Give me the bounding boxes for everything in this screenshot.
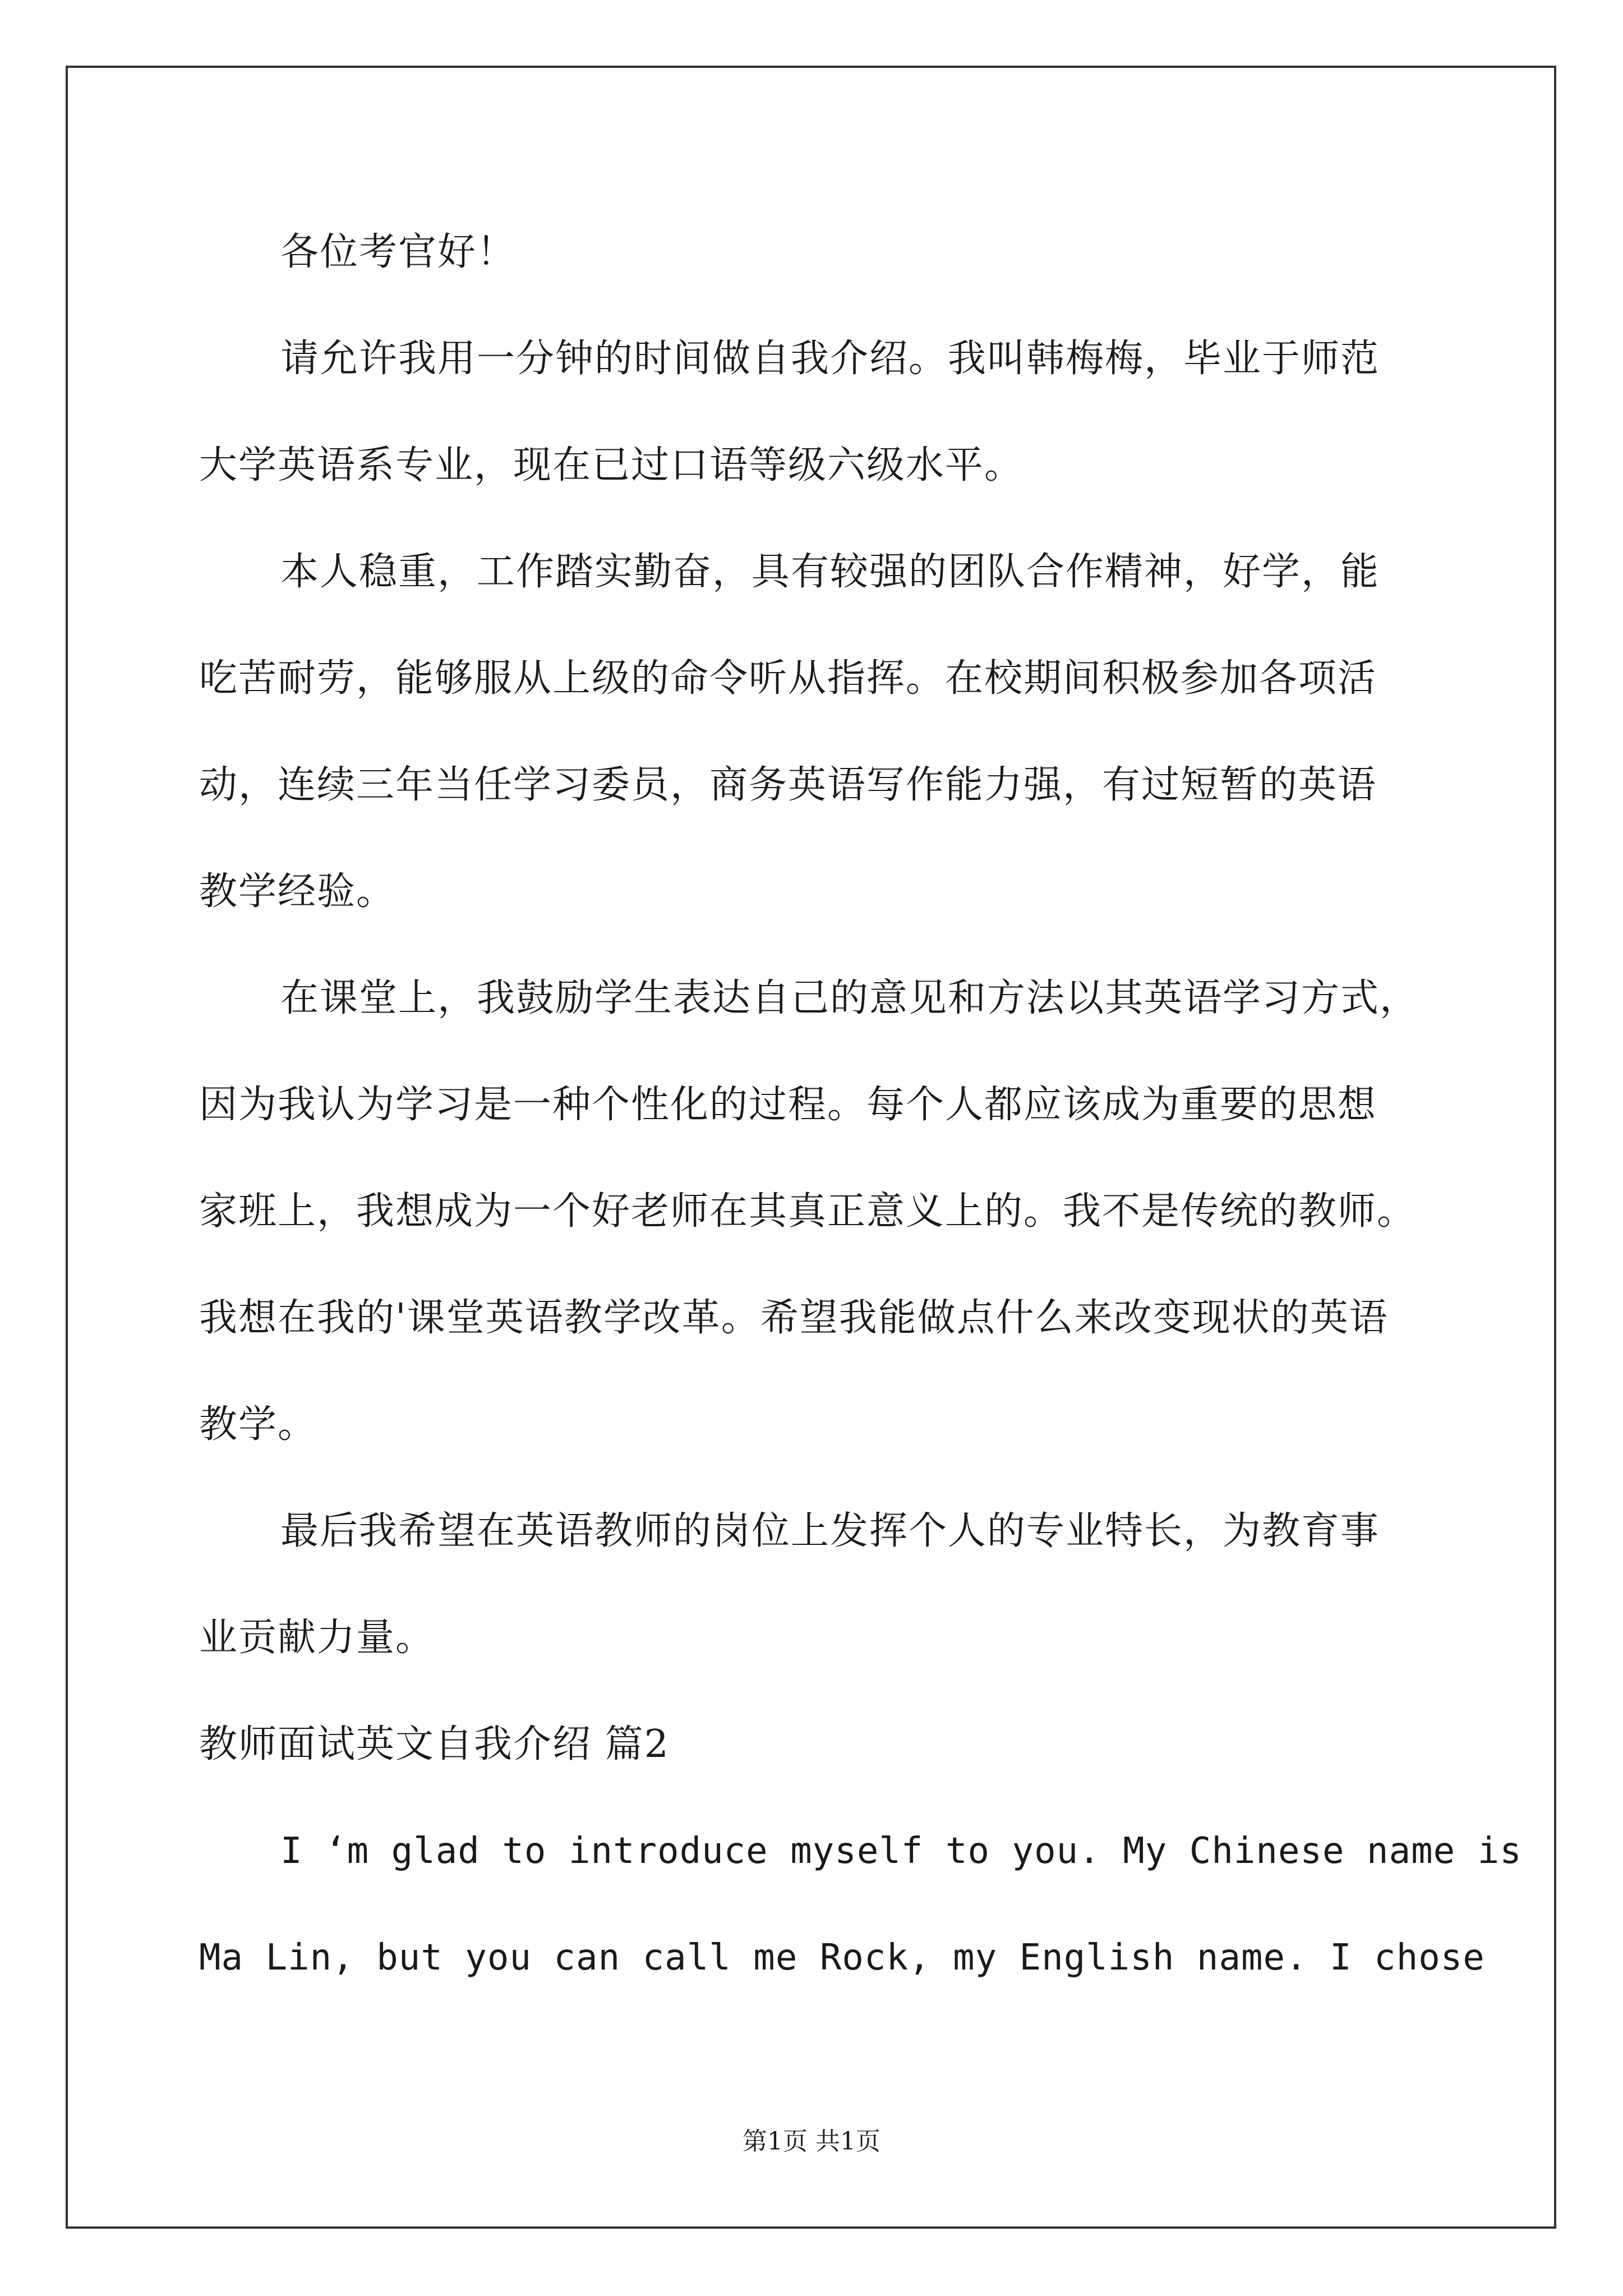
paragraph-2-line-4: 教学经验。: [199, 869, 396, 914]
paragraph-2-line-1: 本人稳重，工作踏实勤奋，具有较强的团队合作精神，好学，能: [280, 550, 1380, 594]
section-heading: 教师面试英文自我介绍 篇2: [199, 1722, 670, 1766]
paragraph-3-line-2: 因为我认为学习是一种个性化的过程。每个人都应该成为重要的思想: [199, 1083, 1377, 1127]
paragraph-1-line-1: 请允许我用一分钟的时间做自我介绍。我叫韩梅梅，毕业于师范: [280, 337, 1380, 381]
english-line-2: Ma Lin, but you can call me Rock, my English name. I chose: [199, 1937, 1485, 1978]
paragraph-2-line-2: 吃苦耐劳，能够服从上级的命令听从指挥。在校期间积极参加各项活: [199, 656, 1377, 701]
paragraph-4-line-1: 最后我希望在英语教师的岗位上发挥个人的专业特长，为教育事: [280, 1509, 1380, 1553]
page-footer: 第1页 共1页: [743, 2127, 880, 2156]
paragraph-3-line-4: 我想在我的'课堂英语教学改革。希望我能做点什么来改变现状的英语: [199, 1296, 1389, 1340]
paragraph-4-line-2: 业贡献力量。: [199, 1616, 435, 1660]
paragraph-3-line-5: 教学。: [199, 1402, 317, 1447]
page-frame: [66, 66, 1556, 2229]
paragraph-2-line-3: 动，连续三年当任学习委员，商务英语写作能力强，有过短暂的英语: [199, 763, 1377, 807]
paragraph-3-line-1: 在课堂上，我鼓励学生表达自己的意见和方法以其英语学习方式，: [280, 976, 1419, 1020]
greeting-line: 各位考官好！: [280, 230, 517, 274]
paragraph-3-line-3: 家班上，我想成为一个好老师在其真正意义上的。我不是传统的教师。: [199, 1189, 1417, 1234]
english-line-1: I ‘m glad to introduce myself to you. My Chinese name is: [280, 1830, 1522, 1872]
paragraph-1-line-2: 大学英语系专业，现在已过口语等级六级水平。: [199, 443, 1024, 487]
